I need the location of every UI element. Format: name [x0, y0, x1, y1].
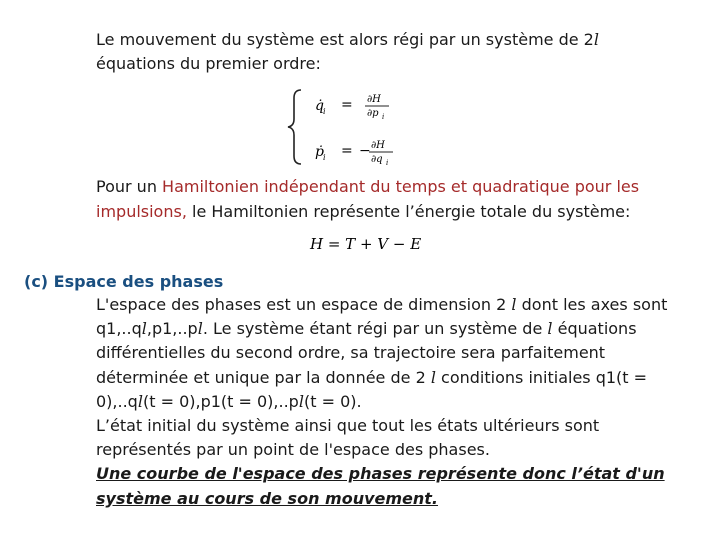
body-text: (t = 0). — [303, 391, 362, 411]
variable-l: l — [593, 30, 599, 49]
eq-row2-lhs-sub: i — [323, 153, 326, 162]
eq-row2-denominator-sub: i — [386, 159, 389, 167]
initial-state-text: L’état initial du système ainsi que tout les états ultérieurs sont représentés par un point de l'espace des phases. — [96, 416, 600, 460]
hamilton-equations — [285, 86, 425, 168]
eq-row1-lhs-sub: i — [323, 107, 326, 116]
eq-row1-lhs: q̇ — [315, 98, 324, 114]
phase-space-body — [96, 293, 676, 511]
eq-row1-denominator: ∂p — [367, 108, 379, 119]
eq-row2-equals: = — [341, 143, 353, 159]
intro-text-line1: Le mouvement du système est alors régi par un système de 2 — [96, 30, 594, 49]
intro-paragraph — [96, 28, 656, 76]
hamiltonian-paragraph — [96, 174, 676, 224]
energy-equation — [308, 232, 422, 254]
section-heading: (c) Espace des phases — [24, 272, 224, 291]
hamiltonian-text-post: le Hamiltonien représente l’énergie totale du système: — [186, 202, 631, 221]
hamiltonian-highlight: Hamiltonien indépendant du temps et quadratique pour les impulsions, — [96, 177, 640, 221]
eq-row2-denominator: ∂q — [371, 154, 383, 165]
conclusion-text: Une courbe de l'espace des phases représente donc l’état d'un système au cours de son mouvement. — [96, 464, 665, 508]
eq-row1-equals: = — [341, 97, 353, 113]
variable-l: l — [430, 367, 436, 387]
body-text: dont les axes sont q1,..q — [96, 295, 668, 339]
body-text: (t = 0),p1(t = 0),..p — [142, 391, 299, 411]
variable-l: l — [137, 391, 143, 411]
variable-l: l — [298, 391, 304, 411]
body-text: L'espace des phases est un espace de dimension 2 — [96, 295, 512, 314]
eq-row2-lhs: ṗ — [315, 144, 324, 160]
eq-row2-numerator: ∂H — [371, 140, 385, 151]
eq-row1-denominator-sub: i — [382, 113, 385, 121]
body-text: conditions initiales q1(t = 0),..q — [96, 367, 648, 411]
hamiltonian-text-pre: Pour un — [96, 177, 163, 196]
left-brace — [288, 90, 301, 164]
energy-equation-text: H = T + V − E — [310, 235, 422, 253]
variable-l: l — [141, 319, 147, 339]
intro-text-line2: équations du premier ordre: — [96, 54, 321, 73]
variable-l: l — [547, 319, 553, 339]
body-text: . Le système étant régi par un système de — [202, 319, 548, 339]
variable-l: l — [511, 295, 517, 314]
body-text: équations différentielles du second ordre, sa trajectoire sera parfaitement déterminée et unique par la donnée de 2 — [96, 319, 637, 387]
variable-l: l — [197, 319, 203, 339]
body-text: ,p1,..p — [146, 319, 198, 339]
eq-row1-numerator: ∂H — [367, 94, 381, 105]
eq-row2-minus: − — [359, 143, 371, 159]
